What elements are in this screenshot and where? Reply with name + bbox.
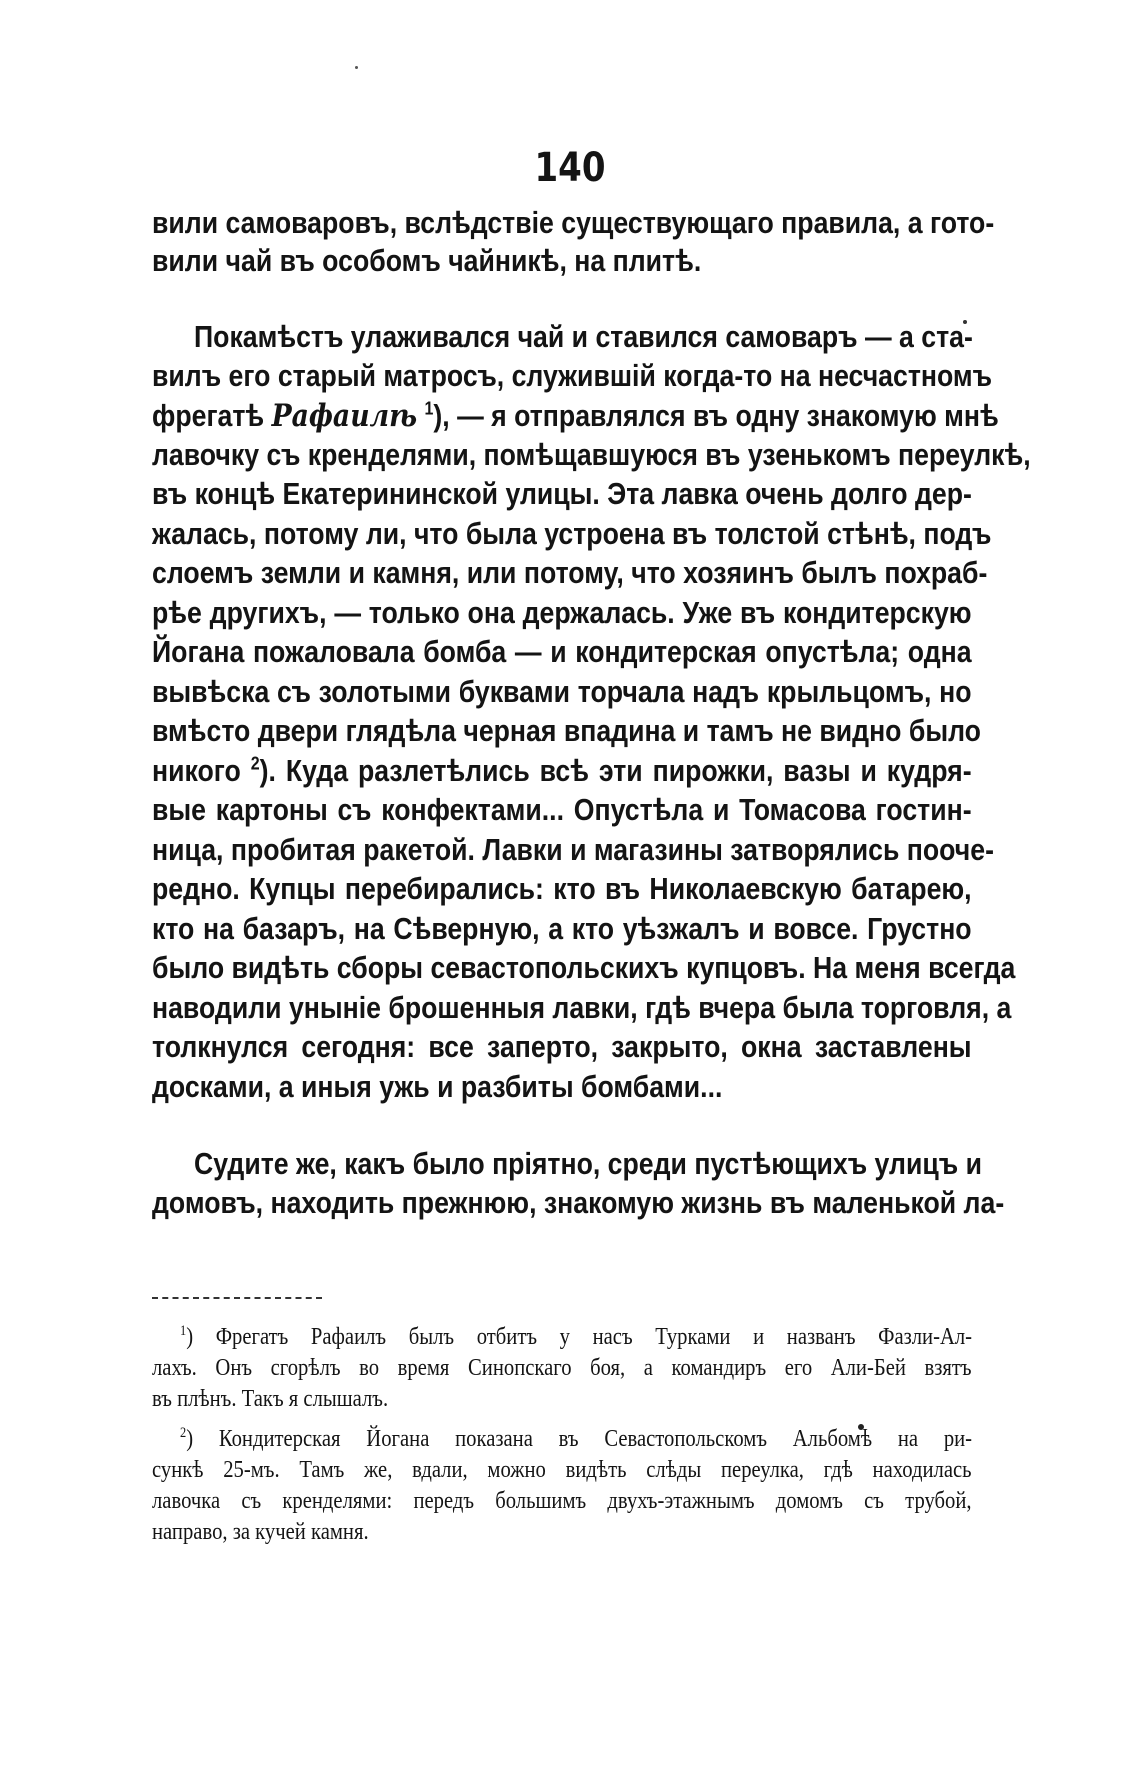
text-line: рѣе другихъ, — только она держалась. Уже въ кондитерскую: [152, 595, 972, 630]
footnote-ref[interactable]: 1: [424, 397, 434, 419]
text-line: было видѣть сборы севастопольскихъ купцовъ. На меня всегда: [152, 950, 1016, 985]
text-line: досками, а иныя ужь и разбиты бомбами...: [152, 1069, 723, 1104]
text-line: вилъ его старый матросъ, служившій когда-то на несчастномъ: [152, 358, 993, 393]
text-span: никого: [152, 753, 251, 788]
ship-name: Рафаилѣ: [271, 398, 418, 434]
text-line: слоемъ земли и камня, или потому, что хозяинъ былъ похраб-: [152, 555, 988, 590]
text-line: редно. Купцы перебирались: кто въ Николаевскую батарею,: [152, 871, 972, 906]
text-line: лавочку съ кренделями, помѣщавшуюся въ узенькомъ переулкѣ,: [152, 437, 1031, 472]
footnote-ref[interactable]: 2: [250, 752, 260, 774]
text-line: вмѣсто двери глядѣла черная впадина и тамъ не видно было: [152, 713, 981, 748]
text-span: фрегатѣ: [152, 398, 272, 433]
footnote-marker: 2: [180, 1425, 187, 1441]
footnote-divider: [152, 1297, 322, 1299]
text-line: кто на базаръ, на Сѣверную, а кто уѣзжалъ и вовсе. Грустно: [152, 911, 972, 946]
print-speck: [355, 66, 358, 69]
text-line: наводили уныніе брошенныя лавки, гдѣ вчера была торговля, а: [152, 990, 1012, 1025]
text-span: ) Фрегатъ Рафаилъ былъ отбитъ у насъ Турками и названъ Фазли-Ал-: [186, 1324, 973, 1350]
footnote-line: лахъ. Онъ сгорѣлъ во время Синопскаго боя, а командиръ его Али-Бей взятъ: [152, 1355, 972, 1381]
page-number: 140: [534, 145, 606, 191]
footnote-line: лавочка съ кренделями: передъ большимъ двухъ-этажнымъ домомъ съ трубой,: [152, 1488, 972, 1514]
text-line: вили самоваровъ, вслѣдствіе существующаго правила, а гото-: [152, 205, 995, 240]
footnote-line: [180, 1322, 972, 1352]
text-span: ) Кондитерская Йогана показана въ Севастопольскомъ Альбомѣ на ри-: [186, 1426, 973, 1452]
footnote-line: сункѣ 25-мъ. Тамъ же, вдали, можно видѣть слѣды переулка, гдѣ находилась: [152, 1457, 972, 1483]
text-line: вили чай въ особомъ чайникѣ, на плитѣ.: [152, 243, 702, 278]
footnote-line: направо, за кучей камня.: [152, 1519, 369, 1545]
footnote-marker: 1: [180, 1323, 187, 1339]
text-line: вые картоны съ конфектами... Опустѣла и Томасова гостин-: [152, 792, 972, 827]
text-span: ). Куда разлетѣлись всѣ эти пирожки, вазы и кудря-: [259, 753, 972, 788]
text-line: Йогана пожаловала бомба — и кондитерская опустѣла; одна: [152, 634, 972, 669]
text-line: вывѣска съ золотыми буквами торчала надъ крыльцомъ, но: [152, 674, 972, 709]
text-line: въ концѣ Екатерининской улицы. Эта лавка очень долго дер-: [152, 476, 972, 511]
text-line: толкнулся сегодня: все заперто, закрыто, окна заставлены: [152, 1029, 972, 1064]
text-line: [152, 396, 999, 436]
text-line: жалась, потому ли, что была устроена въ толстой стѣнѣ, подъ: [152, 516, 992, 551]
footnote-line: [180, 1424, 972, 1454]
footnote-line: въ плѣнъ. Такъ я слышалъ.: [152, 1386, 389, 1412]
text-span: ), — я отправлялся въ одну знакомую мнѣ: [433, 398, 999, 433]
text-line: [152, 751, 972, 791]
text-line: ница, пробитая ракетой. Лавки и магазины затворялись пооче-: [152, 832, 994, 867]
text-line: домовъ, находить прежнюю, знакомую жизнь въ маленькой ла-: [152, 1185, 1005, 1220]
text-line: Судите же, какъ было пріятно, среди пустѣющихъ улицъ и: [194, 1146, 982, 1181]
text-line: Покамѣстъ улаживался чай и ставился самоваръ — а ста-: [194, 319, 973, 354]
